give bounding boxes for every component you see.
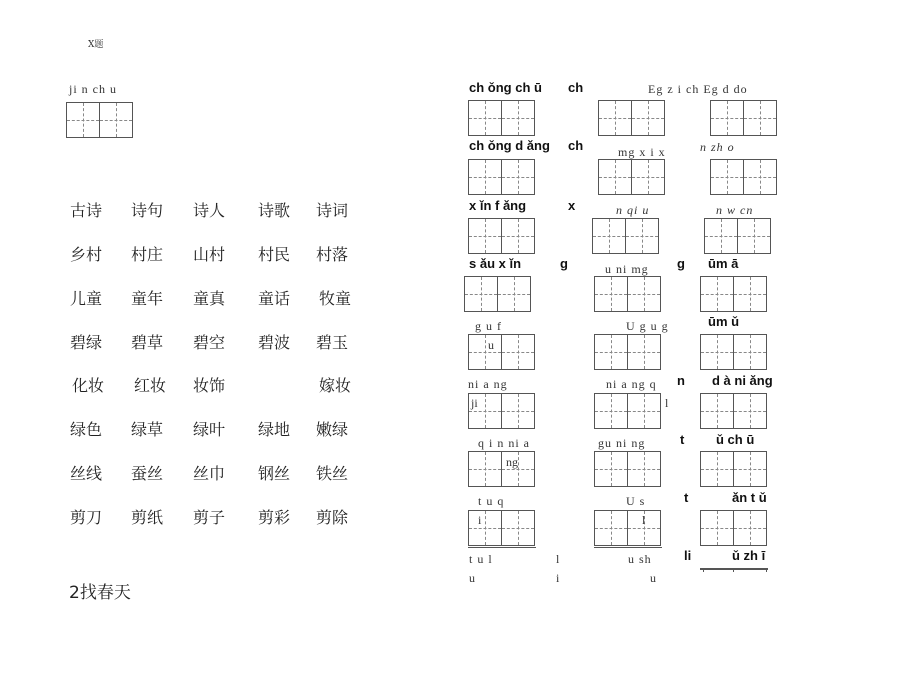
- writing-grid: [468, 218, 535, 254]
- pinyin-r8-c: U s: [626, 494, 646, 508]
- pinyin-r2-a: ch ǒng d ǎng: [469, 138, 550, 153]
- vocab-word: 剪纸: [131, 508, 164, 527]
- writing-grid: [700, 276, 767, 312]
- writing-grid: [468, 159, 535, 195]
- pinyin-r5-c: U g u g: [626, 319, 669, 333]
- writing-grid: [464, 276, 531, 312]
- pinyin-r3-b: x: [568, 198, 576, 213]
- writing-grid: [594, 334, 661, 370]
- vocab-word: 碧玉: [316, 333, 349, 352]
- vocab-word: 村落: [316, 245, 349, 264]
- pinyin-r9-a2: u: [469, 571, 476, 585]
- pinyin-r6-c: ni a ng q: [606, 377, 657, 391]
- vocab-word: 绿色: [70, 420, 103, 439]
- writing-grid: [598, 100, 665, 136]
- pinyin-r8-a: t u q: [478, 494, 505, 508]
- pinyin-r9-e: ǔ zh ī: [732, 548, 766, 563]
- pinyin-r9-b2: i: [556, 571, 561, 585]
- vocab-word: 丝线: [70, 464, 103, 483]
- writing-grid: [700, 393, 767, 429]
- pinyin-r2-c: mg x i x: [618, 145, 666, 159]
- vocab-word: 剪彩: [258, 508, 291, 527]
- vocab-word: 嫩绿: [316, 420, 349, 439]
- writing-grid: [700, 451, 767, 487]
- writing-grid: [594, 510, 661, 546]
- grid-partial-tick: [766, 568, 767, 572]
- vocab-word: 蚕丝: [131, 464, 164, 483]
- vocab-word: 绿叶: [193, 420, 226, 439]
- header-mark: X题: [88, 40, 104, 50]
- pinyin-r6-a: ni a ng: [468, 377, 508, 391]
- vocab-word: 诗歌: [258, 201, 291, 220]
- vocab-word: 红妆: [134, 376, 167, 395]
- grid-partial-tick: [703, 568, 704, 572]
- grid-partial-line: [594, 547, 662, 548]
- grid-hint-r6: ji: [471, 396, 478, 410]
- vocab-word: 诗句: [131, 201, 164, 220]
- pinyin-r1-c: Eg z i ch Eg d do: [648, 82, 748, 96]
- vocab-word: 乡村: [70, 245, 103, 264]
- writing-grid: [700, 510, 767, 546]
- vocab-word: 碧草: [131, 333, 164, 352]
- vocab-word: 牧童: [319, 289, 352, 308]
- vocab-word: 嫁妆: [319, 376, 352, 395]
- vocab-word: 诗词: [316, 201, 349, 220]
- writing-grid: [468, 393, 535, 429]
- pinyin-r4-e: ūm ā: [708, 256, 739, 271]
- pinyin-r6-e: d à ni ǎng: [712, 373, 773, 388]
- pinyin-r7-c: gu ni ng: [598, 436, 646, 450]
- writing-grid: [468, 100, 535, 136]
- vocab-word: 丝巾: [193, 464, 226, 483]
- grid-partial-tick: [733, 568, 734, 572]
- vocab-word: 村庄: [131, 245, 164, 264]
- vocab-word: 童真: [193, 289, 226, 308]
- vocab-word: 化妆: [72, 376, 105, 395]
- vocab-word: 剪刀: [70, 508, 103, 527]
- vocab-word: 儿童: [70, 289, 103, 308]
- pinyin-r7-e: ǔ ch ū: [716, 432, 755, 447]
- vocab-word: 碧波: [258, 333, 291, 352]
- vocab-word: 钢丝: [258, 464, 291, 483]
- pinyin-r2-b: ch: [568, 138, 584, 153]
- vocab-word: 童话: [258, 289, 291, 308]
- pinyin-r9-c: u sh: [628, 552, 652, 566]
- pinyin-r3-d: n w cn: [716, 203, 754, 217]
- vocab-word: 绿地: [258, 420, 291, 439]
- pinyin-r1-b: ch: [568, 80, 584, 95]
- pinyin-r9-b: l: [556, 552, 561, 566]
- vocab-word: 诗人: [193, 201, 226, 220]
- pinyin-r4-a: s ǎu x ǐn: [469, 256, 522, 271]
- vocab-word: 剪除: [316, 508, 349, 527]
- vocab-word: 妆饰: [193, 376, 226, 395]
- pinyin-r1-a: ch ǒng ch ū: [469, 80, 542, 95]
- pinyin-r7-d: t: [680, 432, 685, 447]
- writing-grid: [710, 100, 777, 136]
- pinyin-r9-c2: u: [650, 571, 657, 585]
- pinyin-r9-a: t u l: [469, 552, 493, 566]
- writing-grid: [594, 393, 661, 429]
- writing-grid: [468, 451, 535, 487]
- grid-hint-r8-c: l: [642, 513, 646, 527]
- pinyin-r6-d: n: [677, 373, 685, 388]
- vocab-word: 碧绿: [70, 333, 103, 352]
- writing-grid: [66, 102, 133, 138]
- writing-grid: [710, 159, 777, 195]
- pinyin-r2-d: n zh o: [700, 140, 735, 154]
- pinyin-r5-a: g u f: [475, 319, 502, 333]
- pinyin-r4-d: g: [677, 256, 685, 271]
- vocab-word: 山村: [193, 245, 226, 264]
- pinyin-r8-e: ǎn t ǔ: [732, 490, 767, 505]
- pinyin-r4-c: u ni mg: [605, 262, 649, 276]
- left-pinyin: ji n ch u: [69, 82, 117, 96]
- writing-grid: [700, 334, 767, 370]
- vocab-word: 绿草: [131, 420, 164, 439]
- vocab-word: 铁丝: [316, 464, 349, 483]
- vocab-word: 古诗: [70, 201, 103, 220]
- writing-grid: [594, 276, 661, 312]
- vocab-word: 剪子: [193, 508, 226, 527]
- writing-grid: [598, 159, 665, 195]
- grid-hint-r8: i: [478, 513, 482, 527]
- pinyin-r4-b: g: [560, 256, 568, 271]
- pinyin-r7-a: q i n ni a: [478, 436, 530, 450]
- grid-hint-r5: u: [488, 338, 494, 352]
- pinyin-r3-a: x ǐn f ǎng: [469, 198, 527, 213]
- grid-partial-line: [700, 568, 768, 570]
- pinyin-r6-c-side: l: [665, 396, 670, 410]
- pinyin-r8-d: t: [684, 490, 689, 505]
- writing-grid: [704, 218, 771, 254]
- writing-grid: [594, 451, 661, 487]
- grid-partial-line: [468, 547, 536, 548]
- writing-grid: [468, 334, 535, 370]
- writing-grid: [592, 218, 659, 254]
- vocab-word: 童年: [131, 289, 164, 308]
- section-title: 2找春天: [69, 583, 131, 603]
- vocab-word: 碧空: [193, 333, 226, 352]
- grid-hint-r7: ng: [506, 455, 518, 469]
- vocab-word: 村民: [258, 245, 291, 264]
- pinyin-r5-e: ūm ǔ: [708, 314, 740, 329]
- pinyin-r9-d: li: [684, 548, 692, 563]
- pinyin-r3-c: n qi u: [616, 203, 650, 217]
